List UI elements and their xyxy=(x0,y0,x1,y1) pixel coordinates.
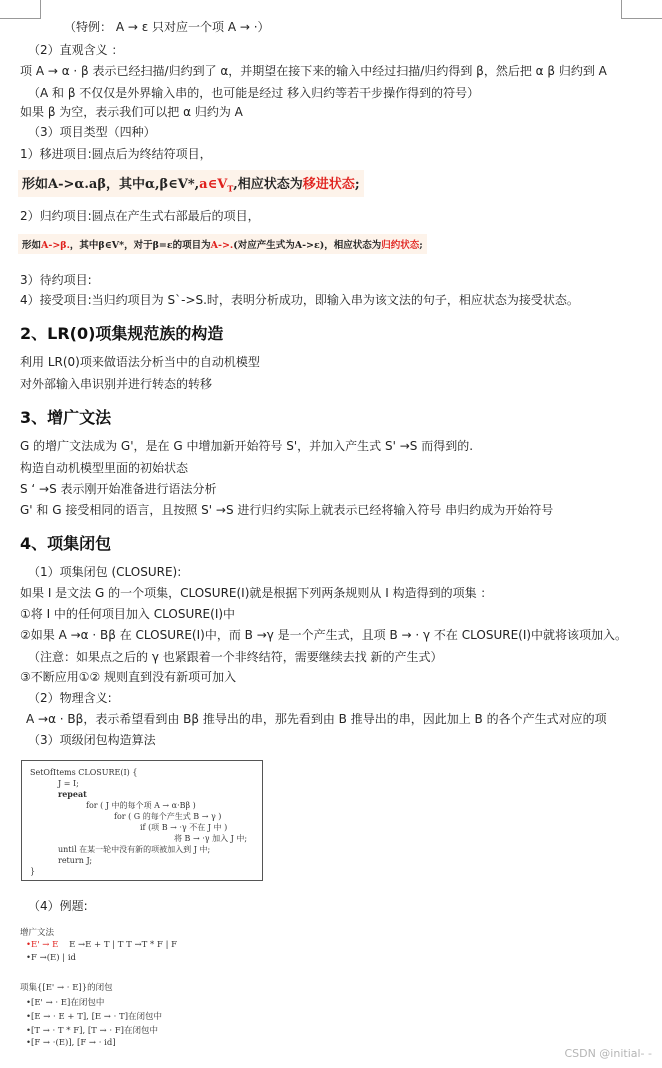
item-type-pending: 3）待约项目: xyxy=(20,273,92,287)
code-line: } xyxy=(30,867,36,876)
intuitive-title: （2）直观含义 ： xyxy=(28,43,124,57)
page-corner-mark xyxy=(621,0,662,19)
body-text: S ‘ →S 表示刚开始准备进行语法分析 xyxy=(20,482,217,496)
body-text: （1）项集闭包 (CLOSURE): xyxy=(28,565,182,579)
example-grammar-rule: •F →(E) | id xyxy=(26,953,76,963)
example-closure-item: •[E' → · E]在闭包中 xyxy=(26,998,105,1008)
item-type-reduce: 2）归约项目:圆点在产生式右部最后的项目， xyxy=(20,209,260,223)
body-text: ②如果 A →α · Bβ 在 CLOSURE(I)中，而 B →γ 是一个产生式，且项 B → · γ 不在 CLOSURE(I)中就将该项加入。 xyxy=(20,628,628,642)
code-line: return J; xyxy=(58,856,93,865)
body-text: （2）物理含义: xyxy=(28,691,112,705)
section-heading-closure: 4、项集闭包 xyxy=(20,534,112,553)
intuitive-text: 如果 β 为空，表示我们可以把 α 归约为 A xyxy=(20,105,243,119)
item-types-title: （3）项目类型（四种） xyxy=(28,125,156,139)
shift-item-highlight: 形如A->α.aβ，其中$\alpha,\beta\in V*,a\in V_T$,相应状态为移进状态; xyxy=(18,170,364,197)
body-text: 构造自动机模型里面的初始状态 xyxy=(20,461,189,475)
body-text: 对外部输入串识别并进行转态的转移 xyxy=(20,377,213,391)
example-aug-title: 增广文法 xyxy=(20,928,55,938)
example-title: （4）例题: xyxy=(28,899,88,913)
intuitive-text: （A 和 β 不仅仅是外界输入串的，也可能是经过 移入归约等若干步操作得到的符号） xyxy=(28,86,480,100)
page-corner-mark xyxy=(0,0,41,19)
body-text: 利用 LR(0)项来做语法分析当中的自动机模型 xyxy=(20,355,260,369)
reduce-item-highlight: 形如A->β.，其中β∈V*，对于β=ε的项目为A->.(对应产生式为A->ε)，相应状态为归约状态; xyxy=(18,234,427,254)
body-text: G' 和 G 接受相同的语言，且按照 S' →S 进行归约实际上就表示已经将输入符号 串归约成为开始符号 xyxy=(20,503,554,517)
example-closure-item: •[F → ·(E)], [F → · id] xyxy=(26,1038,116,1048)
code-line: for ( J 中的每个项 A → α·Bβ ) xyxy=(86,801,196,810)
special-case-note: （特例： A → ε 只对应一个项 A → ·） xyxy=(64,20,270,34)
example-closure-item: •[T → · T * F], [T → · F]在闭包中 xyxy=(26,1026,158,1036)
code-line: SetOfItems CLOSURE(I) { xyxy=(30,768,138,777)
item-type-accept: 4）接受项目:当归约项目为 S`->S.时，表明分析成功，即输入串为该文法的句子，相应状态为接受状态。 xyxy=(20,293,579,307)
closure-algorithm-figure xyxy=(21,760,263,881)
code-line: 将 B → ·γ 加入 J 中; xyxy=(174,834,248,843)
example-closure-title: 项集{[E' → · E]}的闭包 xyxy=(20,983,113,993)
body-text: 如果 I 是文法 G 的一个项集，CLOSURE(I)就是根据下列两条规则从 I 构造得到的项集 ： xyxy=(20,586,493,600)
intuitive-text: 项 A → α · β 表示已经扫描/归约到了 α，并期望在接下来的输入中经过扫描/归约得到 β，然后把 α β 归约到 A xyxy=(20,64,607,78)
body-text: ③不断应用①② 规则直到没有新项可加入 xyxy=(20,670,237,684)
code-line: if (项 B → ·γ 不在 J 中 ) xyxy=(140,823,228,832)
code-line: until 在某一轮中没有新的项被加入到 J 中; xyxy=(58,845,211,854)
code-line: repeat xyxy=(58,789,87,799)
body-text: ①将 I 中的任何项目加入 CLOSURE(I)中 xyxy=(20,607,236,621)
code-line: J = I; xyxy=(58,779,79,788)
example-closure-item: •[E → · E + T], [E → · T]在闭包中 xyxy=(26,1012,163,1022)
section-heading-lr0: 2、LR(0)项集规范族的构造 xyxy=(20,324,224,343)
watermark: CSDN @initial- - xyxy=(564,1047,652,1060)
body-text: （注意：如果点之后的 γ 也紧跟着一个非终结符，需要继续去找 新的产生式） xyxy=(28,650,443,664)
section-heading-augmented: 3、增广文法 xyxy=(20,408,112,427)
item-type-shift: 1）移进项目:圆点后为终结符项目， xyxy=(20,147,212,161)
example-grammar-rule: •E' → E E →E + T | T T →T * F | F xyxy=(26,940,178,950)
body-text: A →α · Bβ，表示希望看到由 Bβ 推导出的串，那先看到由 B 推导出的串，因此加上 B 的各个产生式对应的项 xyxy=(26,712,607,726)
body-text: （3）项级闭包构造算法 xyxy=(28,733,156,747)
body-text: G 的增广文法成为 G'，是在 G 中增加新开始符号 S'，并加入产生式 S' →S 而得到的. xyxy=(20,439,474,453)
code-line: for ( G 的每个产生式 B → γ ) xyxy=(114,812,222,821)
